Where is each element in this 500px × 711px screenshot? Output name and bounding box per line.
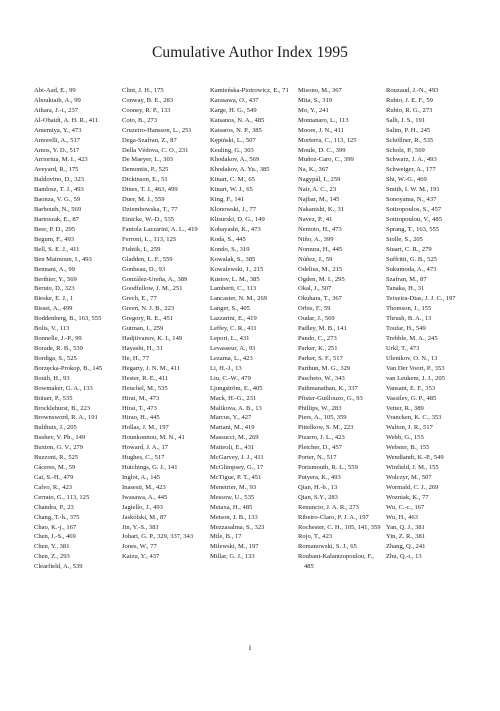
author-entry: Boddenberg, B., 163, 555	[34, 315, 102, 323]
author-entry: Stolle, S., 205	[386, 235, 423, 243]
author-entry: Hughes, C., 517	[122, 454, 165, 462]
author-entry: Kowalewski, J., 215	[210, 265, 264, 273]
author-entry: Parker, K., 251	[298, 344, 338, 352]
author-entry: Wołczyr, M., 507	[386, 473, 432, 481]
author-entry: Na, K., 367	[298, 166, 329, 174]
author-entry: Amos, Y. D., 517	[34, 146, 80, 154]
author-entry: Grech, E., 77	[122, 295, 157, 303]
author-entry: Kinart, C. M., 65	[210, 176, 255, 184]
author-entry: Toufar, H., 549	[386, 325, 426, 333]
author-entry: Nemoto, H., 473	[298, 225, 342, 233]
author-entry: Kępiński, L., 507	[210, 136, 256, 144]
author-entry: Rochester, C. H., 105, 141, 359	[298, 523, 381, 531]
author-entry: Demontis, P., 525	[122, 166, 169, 174]
author-entry: Bell, S. E. J., 411	[34, 245, 80, 253]
author-entry: Bräuer, P., 535	[34, 394, 73, 402]
author-entry: Szafran, M., 87	[386, 275, 427, 283]
author-entry: De Maeyer, L., 303	[122, 156, 174, 164]
author-entry: Sprang, T., 163, 555	[386, 225, 440, 233]
author-entry: Abouktaib, A., 99	[34, 96, 81, 104]
index-column-5	[386, 86, 470, 572]
author-entry: Zhu, Q.-t., 13	[386, 553, 422, 561]
author-entry: Bordiga, S., 525	[34, 354, 77, 362]
author-entry: Berthier, Y., 569	[34, 275, 77, 283]
author-entry: Hadjiivanov, K. I., 149	[122, 335, 183, 343]
author-entry: Muñoz-Caro, C., 399	[298, 156, 354, 164]
author-entry: Metson, J. B., 133	[210, 513, 258, 521]
author-entry: Gladden, L. F., 559	[122, 255, 173, 263]
author-entry: Keuling, G., 303	[210, 146, 254, 154]
author-entry: Pascheto, W., 343	[298, 374, 345, 382]
author-entry: Millar, G. J., 133	[210, 553, 255, 561]
author-entry: Winfield, J. M., 155	[386, 464, 439, 472]
index-column-4	[298, 86, 382, 572]
author-entry: Klisurski, D. G., 149	[210, 215, 265, 223]
author-entry: Bartoszak, E., 87	[34, 215, 79, 223]
author-entry: Kamieńska-Piotrowicz, E., 71	[210, 87, 289, 94]
author-entry: Chen, Z., 293	[34, 553, 70, 561]
author-entry: Piers, A., 105, 359	[298, 414, 347, 422]
author-entry: Arriortua, M. I., 423	[34, 156, 88, 164]
author-entry: Aveyard, R., 175	[34, 166, 79, 174]
author-entry: Ljungström, E., 405	[210, 384, 263, 392]
author-entry: Kaizu, Y., 437	[122, 553, 160, 561]
author-entry: Hegarty, J. N. M., 411	[122, 364, 181, 372]
author-entry: Montanaro, L., 113	[298, 116, 349, 124]
author-entry: Hirai, T., 473	[122, 404, 157, 412]
author-entry: Messow, U., 535	[210, 493, 255, 501]
author-entry: Schöllner, R., 535	[386, 136, 434, 144]
author-entry: Rubio, R. G., 273	[386, 106, 433, 114]
author-entry: Wu, C.-c., 167	[386, 503, 425, 511]
author-entry: Chao, K.-j., 167	[34, 523, 77, 531]
author-entry: Scholz, P., 569	[386, 146, 425, 154]
author-entry: Putyera, K., 493	[298, 473, 341, 481]
author-entry: Cáceres, M., 59	[34, 464, 76, 472]
author-entry: Duer, M. J., 559	[122, 196, 165, 204]
author-entry: Schwarz, J. A., 493	[386, 156, 437, 164]
author-entry: Salh, J. S., 191	[386, 116, 426, 124]
author-entry: Dickinson, E., 51	[122, 176, 168, 184]
author-entry: Sonoyama, N., 437	[386, 196, 437, 204]
author-entry: Qian, H.-b., 13	[298, 483, 338, 491]
author-entry: Nomura, H., 445	[298, 245, 343, 253]
author-entry: Sukumoda, A., 473	[386, 265, 437, 273]
author-entry: Heuchel, M., 535	[122, 384, 168, 392]
author-entry: Kowalak, S., 385	[210, 255, 256, 263]
author-entry: Moule, D. C., 399	[298, 146, 346, 154]
author-entry: van Leukem, J. J., 205	[386, 374, 445, 382]
author-entry: Pizarro, J. L., 423	[298, 434, 345, 442]
author-entry: Romanowski, S. J., 65	[298, 543, 357, 551]
author-entry: Hirai, M., 473	[122, 394, 160, 402]
author-entry: Conway, B. E., 283	[122, 96, 174, 104]
author-entry: Mile, B., 17	[210, 533, 242, 541]
author-entry: Morterra, C., 113, 125	[298, 136, 357, 144]
author-entry: Clearfield, A., 539	[34, 563, 83, 571]
author-entry: Gutman, I., 259	[122, 325, 164, 333]
author-entry: Okuhara, T., 367	[298, 295, 342, 303]
author-entry: Chang, T.-h., 375	[34, 513, 80, 521]
author-entry: Bushev, V. Ph., 149	[34, 434, 86, 442]
author-entry: Brownsword, R. A., 191	[34, 414, 98, 422]
author-entry: Beer, P. D., 295	[34, 225, 76, 233]
author-entry: Hutchings, G. J., 141	[122, 464, 178, 472]
author-entry: Lamberti, C., 113	[210, 285, 257, 293]
author-entry: Ogden, M. I., 295	[298, 275, 345, 283]
author-entry: Nagypál, I., 259	[298, 176, 341, 184]
index-column-3	[210, 86, 294, 572]
author-entry: Vassilev, G. P., 485	[386, 394, 437, 402]
author-entry: Sotiropoulou, V., 485	[386, 215, 442, 223]
author-entry: McTigue, P. T., 451	[210, 473, 262, 481]
author-entry: Johari, G. P., 329, 337, 343	[122, 533, 194, 541]
author-entry: Wendlandt, K.-P., 549	[386, 454, 444, 462]
author-entry: Hounkonnou, M. N., 41	[122, 434, 185, 442]
author-entry: Li, H.-J., 13	[210, 364, 242, 372]
author-entry: Mo, Y., 241	[298, 106, 329, 114]
author-entry: Fishtik, I., 259	[122, 245, 161, 253]
author-entry: Abi-Aad, E., 99	[34, 87, 76, 94]
author-entry: Qian, S.Y., 283	[298, 493, 338, 501]
author-entry: Nakanishi, K., 31	[298, 206, 345, 214]
author-entry: Milewski, M., 197	[210, 543, 259, 551]
author-entry: Dziembowska, T., 77	[122, 206, 178, 214]
author-entry: Einicke, W.-D., 535	[122, 215, 175, 223]
author-entry: Stuart, C. R., 279	[386, 245, 432, 253]
author-entry: Bennani, A., 99	[34, 265, 75, 273]
author-entry: Van Der Voort, P., 353	[386, 364, 445, 372]
author-entry: Smith, I. W. M., 191	[386, 186, 440, 194]
author-entry: Ferroni, L., 113, 125	[122, 235, 177, 243]
author-entry: Gonbeau, D., 93	[122, 265, 166, 273]
author-entry: Baonza, V. G., 59	[34, 196, 81, 204]
author-entry: Chandra, P., 23	[34, 503, 74, 511]
author-entry: Massucci, M., 269	[210, 434, 259, 442]
author-entry: Yan, Q. J., 381	[386, 523, 425, 531]
author-entry: Zhang, Q., 241	[386, 543, 426, 551]
author-entry: Nair, A. C., 23	[298, 186, 337, 194]
author-entry: Malikova, A. B., 13	[210, 404, 262, 412]
author-entry: Wu, H., 463	[386, 513, 418, 521]
author-entry: Wozniak, K., 77	[386, 493, 429, 501]
author-entry: Dines, T. J., 463, 499	[122, 186, 178, 194]
author-entry: Inglot, A., 145	[122, 473, 161, 481]
author-entry: Khodakov, A., 569	[210, 156, 260, 164]
author-entry: Thrush, B. A., 13	[386, 315, 432, 323]
author-entry: Vrancken, K. C., 353	[386, 414, 442, 422]
author-entry: Yin, Z. R., 381	[386, 533, 426, 541]
author-entry: Pathmanathan, K., 337	[298, 384, 358, 392]
author-entry: Hester, R. E., 411	[122, 374, 169, 382]
author-entry: Bouih, H., 93	[34, 374, 70, 382]
author-entry: Sotiropoulos, S., 457	[386, 206, 442, 214]
author-entry: Metaxa, H., 485	[210, 503, 253, 511]
author-entry: Lancaster, N. M., 269	[210, 295, 268, 303]
author-entry: Baldovino, D., 323	[34, 176, 85, 184]
author-entry: Webster, B., 155	[386, 444, 430, 452]
author-entry: McGarvey, J. J., 411	[210, 454, 264, 462]
author-entry: Suffritti, G. B., 525	[386, 255, 437, 263]
author-entry: Navez, P., 41	[298, 215, 333, 223]
author-entry: Fantola Lazzarini, A. L., 419	[122, 225, 198, 233]
author-entry: Schweiger, A., 177	[386, 166, 436, 174]
author-entry: Katsanos, N. A., 485	[210, 116, 265, 124]
author-entry: Amorelli, A., 517	[34, 136, 81, 144]
author-entry: Mariani, M., 419	[210, 424, 255, 432]
author-entry: Rubio, J. E. F., 59	[386, 96, 433, 104]
author-entry: Bieske, E. J., 1	[34, 295, 74, 303]
author-entry: Bolis, V., 113	[34, 325, 70, 333]
author-entry: Goodfellow, J. M., 251	[122, 285, 183, 293]
author-entry: Pletcher, D., 457	[298, 444, 342, 452]
author-entry: Brocklehurst, B., 223	[34, 404, 91, 412]
author-entry: Bisset, A., 499	[34, 305, 73, 313]
author-entry: Urkl, T., 473	[386, 344, 420, 352]
author-entry: Mezzasalma, S., 323	[210, 523, 265, 531]
author-entry: Phillips, W., 283	[298, 404, 342, 412]
index-column-2	[122, 86, 206, 572]
author-entry: Calvo, R., 423	[34, 483, 73, 491]
author-entry: Shi, W.-G., 469	[386, 176, 427, 184]
author-entry: González-Ureña, A., 389	[122, 275, 188, 283]
author-entry: Cerrato, G., 113, 125	[34, 493, 90, 501]
author-entry: Marcus, Y., 427	[210, 414, 252, 422]
author-entry: Dega-Szafran, Z., 87	[122, 136, 177, 144]
author-entry: Roubani-Kalantzopoulou, F., 485	[298, 553, 374, 571]
author-entry: Pfister-Guillouzo, G., 93	[298, 394, 363, 402]
author-entry: Khodakov, A. Yu., 385	[210, 166, 270, 174]
author-entry: Salim, P. H., 245	[386, 126, 431, 134]
author-entry: Ribeiro-Claro, P. J. A., 197	[298, 513, 369, 521]
author-entry: Padley, M. B., 141	[298, 325, 347, 333]
author-entry: He, H., 77	[122, 354, 150, 362]
author-entry: Vansant, E. F., 353	[386, 384, 436, 392]
author-entry: Della Védova, C. O., 231	[122, 146, 189, 154]
author-entry: Matteoli, E., 431	[210, 444, 255, 452]
author-entry: Teixeira-Dias, J. J. C., 197	[386, 295, 456, 303]
author-entry: Renuncio, J. A. R., 273	[298, 503, 359, 511]
author-entry: Buzzoni, R., 525	[34, 454, 79, 462]
author-entry: Hayashi, H., 31	[122, 344, 163, 352]
page-title: Cumulative Author Index 1995	[151, 44, 349, 61]
author-entry: Wormald, C. J., 269	[386, 483, 439, 491]
author-entry: Jones, W., 77	[122, 543, 157, 551]
author-entry: Inasesti, M., 423	[122, 483, 166, 491]
author-entry: Iwasawa, A., 445	[122, 493, 168, 501]
author-entry: Cooney, R. P., 133	[122, 106, 171, 114]
author-entry: Walton, J. R., 517	[386, 424, 433, 432]
author-entry: Jaskólski, M., 87	[122, 513, 167, 521]
author-entry: Levasseur, A., 93	[210, 344, 256, 352]
author-entry: Jin, Y.-S., 381	[122, 523, 159, 531]
author-entry: Jagiello, J., 493	[122, 503, 163, 511]
author-entry: McGlimpsey, G., 17	[210, 464, 264, 472]
author-entry: Bandosz, T. J., 493	[34, 186, 84, 194]
author-entry: Vetter, R., 389	[386, 404, 424, 412]
author-entry: Hollas, J. M., 197	[122, 424, 169, 432]
author-entry: Chen, Y., 381	[34, 543, 70, 551]
author-index-columns	[34, 86, 470, 572]
author-entry: Buxton, G. V., 279	[34, 444, 84, 452]
author-entry: Thomson, J., 155	[386, 305, 432, 313]
author-entry: Bulthuis, J., 205	[34, 424, 77, 432]
author-entry: Lepori, L., 431	[210, 335, 250, 343]
author-entry: Rojo, T., 423	[298, 533, 333, 541]
author-entry: Cai, S.-H., 479	[34, 473, 74, 481]
author-entry: King, F., 141	[210, 196, 245, 204]
author-entry: Beruto, D., 323	[34, 285, 75, 293]
author-entry: Katsaros, N. P., 385	[210, 126, 262, 134]
author-entry: Lazzarini, E., 419	[210, 315, 257, 323]
author-entry: Menetrier, M., 93	[210, 483, 257, 491]
author-entry: Liu, C.-W., 479	[210, 374, 251, 382]
author-entry: Karge, H. G., 549	[210, 106, 257, 114]
author-entry: Begum, F., 493	[34, 235, 75, 243]
author-entry: Kondo, S., 319	[210, 245, 250, 253]
author-entry: Okal, J., 507	[298, 285, 332, 293]
author-entry: Chen, J.-S., 469	[34, 533, 76, 541]
author-entry: Green, N. J. B., 223	[122, 305, 175, 313]
author-entry: Ben Maimoun, I., 493	[34, 255, 92, 263]
author-entry: Borade, R. B., 539	[34, 344, 83, 352]
index-column-1	[34, 86, 118, 572]
author-entry: Kustov, L. M., 385	[210, 275, 260, 283]
author-entry: Mita, S., 319	[298, 96, 333, 104]
author-entry: Amemiya, Y., 473	[34, 126, 82, 134]
author-entry: Leffey, C. R., 411	[210, 325, 257, 333]
author-entry: Parker, S. F., 517	[298, 354, 343, 362]
author-entry: Cruzeiro-Hansson, L., 251	[122, 126, 192, 134]
author-entry: Bonnelle, J.-P., 99	[34, 335, 82, 343]
author-entry: Tanaka, H., 31	[386, 285, 425, 293]
author-entry: Kobayashi, K., 473	[210, 225, 261, 233]
author-entry: Orbis, F., 59	[298, 305, 331, 313]
author-entry: Bowmaker, G. A., 133	[34, 384, 93, 392]
author-entry: Al-Obaidi, A. H. R., 411	[34, 116, 99, 124]
author-entry: Núñez, J., 59	[298, 255, 333, 263]
author-entry: Mack, H.-G., 231	[210, 394, 257, 402]
author-entry: Koda, S., 445	[210, 235, 246, 243]
author-entry: Porter, N., 517	[298, 454, 337, 462]
author-entry: Parthun, M. G., 329	[298, 364, 351, 372]
author-entry: Gregory, R. E., 451	[122, 315, 174, 323]
author-entry: Ulenikov, O. N., 13	[386, 354, 438, 362]
author-entry: Kinart, W. J., 65	[210, 186, 253, 194]
author-entry: Hirao, H., 445	[122, 414, 160, 422]
author-entry: Niño, A., 399	[298, 235, 334, 243]
author-entry: Langer, S., 405	[210, 305, 250, 313]
author-entry: Coto, B., 273	[122, 116, 158, 124]
page-number: i	[248, 643, 252, 652]
author-entry: Aihara, J.-i., 237	[34, 106, 78, 114]
author-entry: Portsmouth, R. L., 559	[298, 464, 358, 472]
author-entry: Oudar, J., 569	[298, 315, 335, 323]
author-entry: Barbouth, N., 569	[34, 206, 82, 214]
author-entry: Trebble, M. A., 245	[386, 335, 438, 343]
author-entry: Odelius, M., 215	[298, 265, 343, 273]
author-entry: Pittelkow, S. M., 223	[298, 424, 354, 432]
author-entry: Pando, C., 273	[298, 335, 337, 343]
author-entry: Borzęcka-Prokop, B., 145	[34, 364, 103, 372]
author-entry: Moore, J. N., 411	[298, 126, 344, 134]
author-entry: Lezama, L., 423	[210, 354, 253, 362]
author-entry: Klonowski, J., 77	[210, 206, 257, 214]
author-entry: Rouzaud, J.-N., 493	[386, 87, 439, 94]
author-entry: Howard, J. A., 17	[122, 444, 169, 452]
author-entry: Misono, M., 367	[298, 87, 342, 94]
author-entry: Karasawa, O., 437	[210, 96, 259, 104]
author-entry: Clint, J. H., 175	[122, 87, 164, 94]
author-entry: Najbar, M., 145	[298, 196, 340, 204]
author-entry: Webb, G., 155	[386, 434, 424, 442]
